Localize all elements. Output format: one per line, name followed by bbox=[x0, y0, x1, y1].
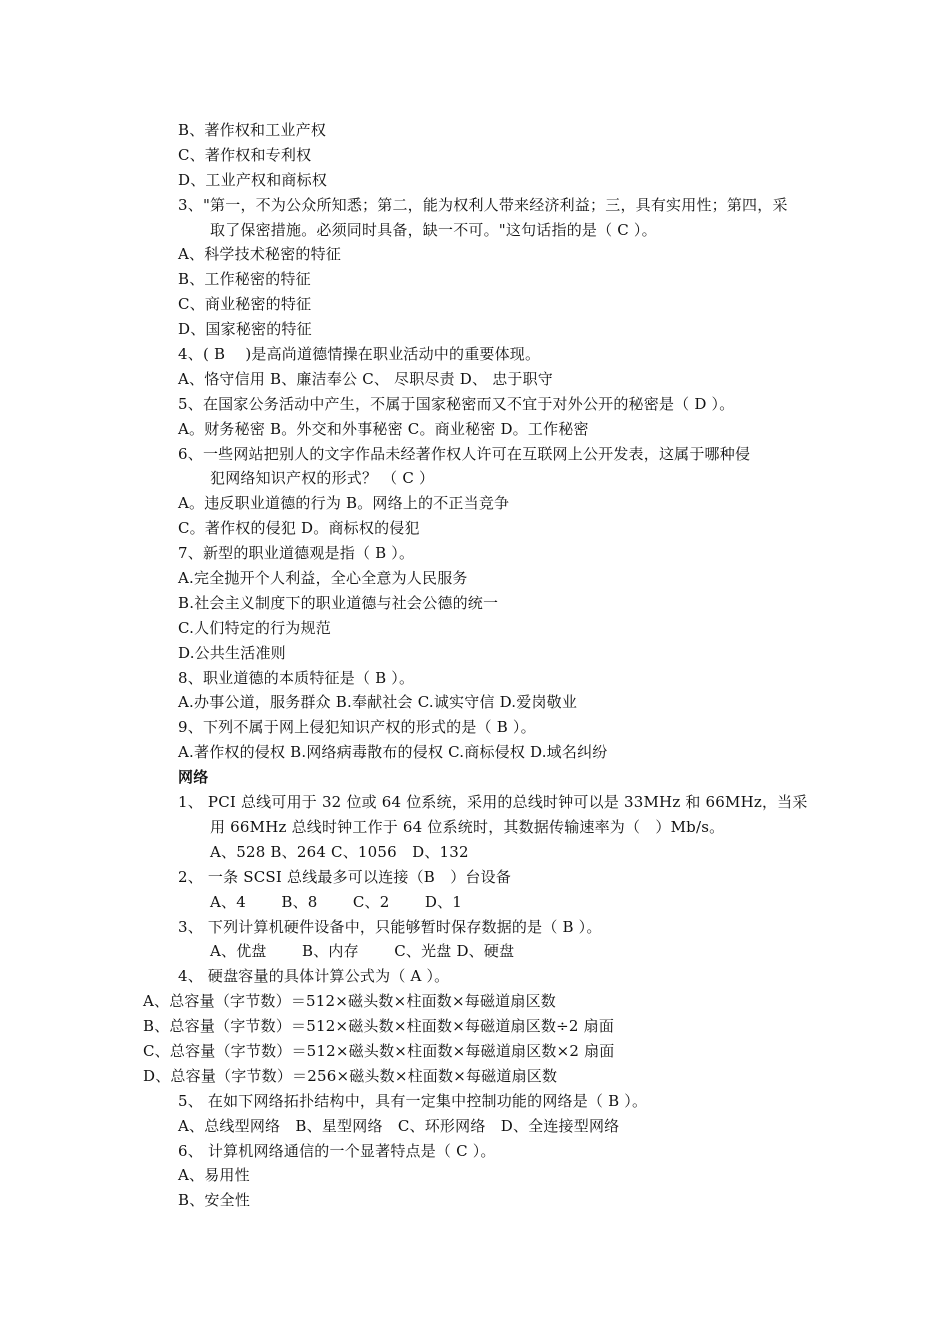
text-line: 9、下列不属于网上侵犯知识产权的形式的是（ B ）。 bbox=[178, 718, 536, 737]
text-line: C、总容量（字节数）＝512×磁头数×柱面数×每磁道扇区数×2 扇面 bbox=[143, 1041, 615, 1060]
document-page bbox=[0, 118, 950, 1213]
text-line: 4、( B )是高尚道德情操在职业活动中的重要体现。 bbox=[178, 345, 541, 364]
text-line: A、528 B、264 C、1056 D、132 bbox=[210, 842, 469, 861]
text-line: A.著作权的侵权 B.网络病毒散布的侵权 C.商标侵权 D.域名纠纷 bbox=[178, 743, 608, 762]
text-line: A、总容量（字节数）＝512×磁头数×柱面数×每磁道扇区数 bbox=[143, 992, 556, 1011]
text-line: C、著作权和专利权 bbox=[178, 145, 312, 164]
text-line: A、4 B、8 C、2 D、1 bbox=[210, 892, 463, 911]
text-line: A、恪守信用 B、廉洁奉公 C、 尽职尽责 D、 忠于职守 bbox=[178, 369, 554, 388]
text-line: B、工作秘密的特征 bbox=[178, 270, 311, 289]
text-line: 用 66MHz 总线时钟工作于 64 位系统时，其数据传输速率为（ ）Mb/s。 bbox=[210, 817, 725, 836]
text-line: 5、 在如下网络拓扑结构中，具有一定集中控制功能的网络是（ B ）。 bbox=[178, 1091, 648, 1110]
text-line: 犯网络知识产权的形式？ （ C ） bbox=[210, 469, 435, 488]
text-line: 6、 计算机网络通信的一个显著特点是（ C ）。 bbox=[178, 1141, 496, 1160]
text-line: A、总线型网络 B、星型网络 C、环形网络 D、全连接型网络 bbox=[178, 1116, 620, 1135]
text-line: D、总容量（字节数）＝256×磁头数×柱面数×每磁道扇区数 bbox=[143, 1066, 558, 1085]
text-line: 8、职业道德的本质特征是（ B ）。 bbox=[178, 668, 415, 687]
text-line: A.办事公道，服务群众 B.奉献社会 C.诚实守信 D.爱岗敬业 bbox=[178, 693, 578, 712]
text-line: B、著作权和工业产权 bbox=[178, 121, 327, 139]
text-line: A.完全抛开个人利益，全心全意为人民服务 bbox=[178, 569, 468, 588]
text-line: B、总容量（字节数）＝512×磁头数×柱面数×每磁道扇区数÷2 扇面 bbox=[143, 1017, 615, 1036]
text-line: 3、"第一，不为公众所知悉；第二，能为权利人带来经济利益；三，具有实用性；第四，采 bbox=[178, 195, 788, 214]
text-line: 2、 一条 SCSI 总线最多可以连接（B ）台设备 bbox=[178, 867, 512, 886]
section-heading: 网络 bbox=[178, 768, 209, 787]
text-line: 5、在国家公务活动中产生，不属于国家秘密而又不宜于对外公开的秘密是（ D ）。 bbox=[178, 394, 735, 413]
text-line: C、商业秘密的特征 bbox=[178, 295, 312, 314]
text-line: A、科学技术秘密的特征 bbox=[178, 245, 342, 264]
text-line: A、易用性 bbox=[178, 1166, 250, 1185]
text-line: C.人们特定的行为规范 bbox=[178, 618, 331, 637]
text-line: A。违反职业道德的行为 B。网络上的不正当竞争 bbox=[178, 494, 510, 513]
text-line: A。财务秘密 B。外交和外事秘密 C。商业秘密 D。工作秘密 bbox=[178, 419, 589, 438]
text-line: B、安全性 bbox=[178, 1191, 251, 1210]
text-line: B.社会主义制度下的职业道德与社会公德的统一 bbox=[178, 593, 499, 612]
text-line: 6、一些网站把别人的文字作品未经著作权人许可在互联网上公开发表，这属于哪种侵 bbox=[178, 444, 751, 463]
text-line: D.公共生活准则 bbox=[178, 643, 286, 662]
text-line: D、工业产权和商标权 bbox=[178, 170, 328, 189]
text-line: 7、新型的职业道德观是指（ B ）。 bbox=[178, 544, 415, 563]
text-line: C。著作权的侵犯 D。商标权的侵犯 bbox=[178, 519, 420, 538]
text-line: 1、 PCI 总线可用于 32 位或 64 位系统，采用的总线时钟可以是 33MHz 和 66MHz，当采 bbox=[178, 793, 808, 812]
text-line: 取了保密措施。必须同时具备，缺一不可。"这句话指的是（ C ）。 bbox=[210, 220, 657, 239]
text-line: D、国家秘密的特征 bbox=[178, 320, 312, 339]
text-line: 3、 下列计算机硬件设备中，只能够暂时保存数据的是（ B ）。 bbox=[178, 917, 602, 936]
text-line: 4、 硬盘容量的具体计算公式为（ A ）。 bbox=[178, 967, 450, 986]
text-line: A、优盘 B、内存 C、光盘 D、硬盘 bbox=[210, 942, 515, 961]
